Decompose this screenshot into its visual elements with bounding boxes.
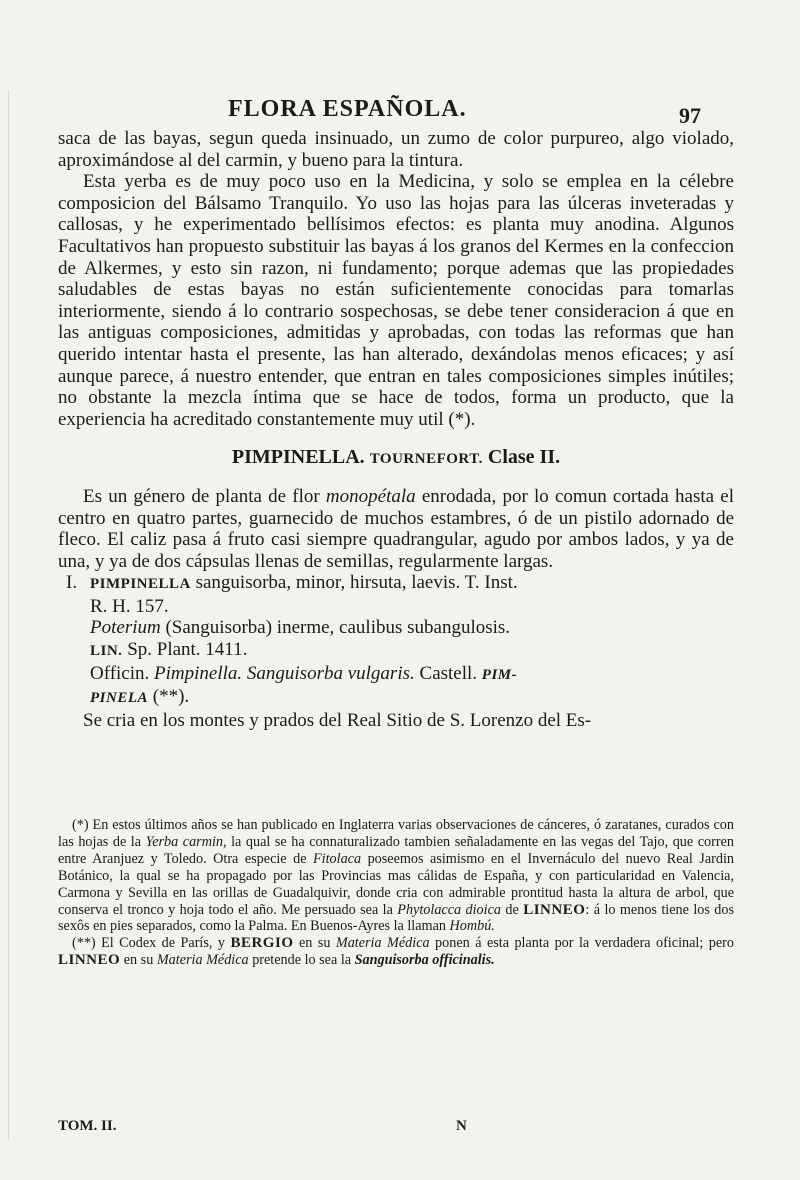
synonymy-line: R. H. 157. <box>90 595 169 617</box>
emphasis-term: monopétala <box>325 485 416 507</box>
footnote-2: (**) El Codex de París, y BERGIO en su Materia Médica ponen á esta planta por la verdadera oficinal; pero LINNEO en su Materia Médica pretende lo sea la Sanguisorba officinalis. <box>58 935 734 969</box>
genus-author: TOURNEFORT. <box>369 451 483 468</box>
species-number: I. <box>66 572 78 594</box>
paragraph-uses: Esta yerba es de muy poco uso en la Medicina, y solo se emplea en la célebre composicion del Bálsamo Tranquilo. Yo uso las hojas para las úlceras inveteradas y callosas, y he experimentado bellísimos efectos: es planta muy anodina. Algunos Facultativos han propuesto substituir las bayas á los granos del Kermes en la confeccion de Alkermes, y esto sin razon, ni fundamento; porque ademas que las propiedades saludables de estas bayas no están suficientemente conocidas para tomarlas interiormente, siendo á lo contrario sospechosas, se debe tener consideracion á que en las antiguas composiciones, admitidas y aprobadas, con todas las reformas que han querido intentar hasta el presente, las han alterado, dexándolas menos eficaces; y así aunque parece, á nuestro entender, que entran en tales composiciones simples inútiles; no obstante la mezcla íntima que se hace de todos, forma un producto, que la experiencia ha acreditado constantemente muy util (*). <box>58 171 734 430</box>
footnotes <box>58 817 734 969</box>
signature-mark: N <box>456 1118 467 1134</box>
synonymy-line: PINELA (**). <box>90 686 190 708</box>
genus-name: PIMPINELLA. <box>231 446 365 469</box>
running-title: FLORA ESPAÑOLA. <box>228 96 467 122</box>
paragraph-habitat: Se cria en los montes y prados del Real Sitio de S. Lorenzo del Es- <box>83 709 592 731</box>
main-text <box>58 128 734 731</box>
synonymy-block <box>58 572 734 710</box>
paragraph-continuation: saca de las bayas, segun queda insinuado, un zumo de color purpureo, algo violado, aproximándose al del carmin, y bueno para la tintura. <box>58 128 734 171</box>
footnote-1: (*) En estos últimos años se han publicado en Inglaterra varias observaciones de cánceres, ó zaratanes, curados con las hojas de la Yerba carmin, la qual se ha connaturalizado tambien señaladamente en las vegas del Tajo, que corren entre Aranjuez y Toledo. Otra especie de Fitolaca poseemos asimismo en el Invernáculo del nuevo Real Jardin Botánico, la qual se ha propagado por las Provincias mas cálidas de España, y con particularidad en Valencia, Carmona y Sevilla en las orillas de Guadalquivir, donde cria con admirable prontitud hasta la altura de arbol, que conserva el tronco y hoja todo el año. Me persuado sea la Phytolacca dioica de LINNEO: á lo menos tiene los dos sexôs en pies separados, como la Palma. En Buenos-Ayres la llaman Hombú. <box>58 817 734 935</box>
paragraph-genus-description: Es un género de planta de flor monopétala enrodada, por lo comun cortada hasta el centro en quatro partes, guarnecido de muchos estambres, ó de un pistilo adornado de fleco. El caliz pasa á fruto casi siempre quadrangular, agudo por ambos lados, y ya de una, y ya de dos cápsulas llenas de semillas, regularmente largas. <box>58 485 734 572</box>
page-edge-shadow <box>8 90 9 1140</box>
synonymy-line: Officin. Pimpinella. Sanguisorba vulgaris. Castell. PIM- <box>90 662 518 684</box>
tome-label: TOM. II. <box>58 1118 117 1134</box>
page-number: 97 <box>679 103 701 128</box>
synonymy-line: LIN. Sp. Plant. 1411. <box>90 639 248 661</box>
genus-heading <box>58 447 734 471</box>
synonymy-line: Poterium (Sanguisorba) inerme, caulibus subangulosis. <box>90 617 511 639</box>
synonymy-line: I. PIMPINELLA sanguisorba, minor, hirsuta, laevis. T. Inst. <box>66 572 518 594</box>
genus-class: Clase II. <box>487 446 561 469</box>
